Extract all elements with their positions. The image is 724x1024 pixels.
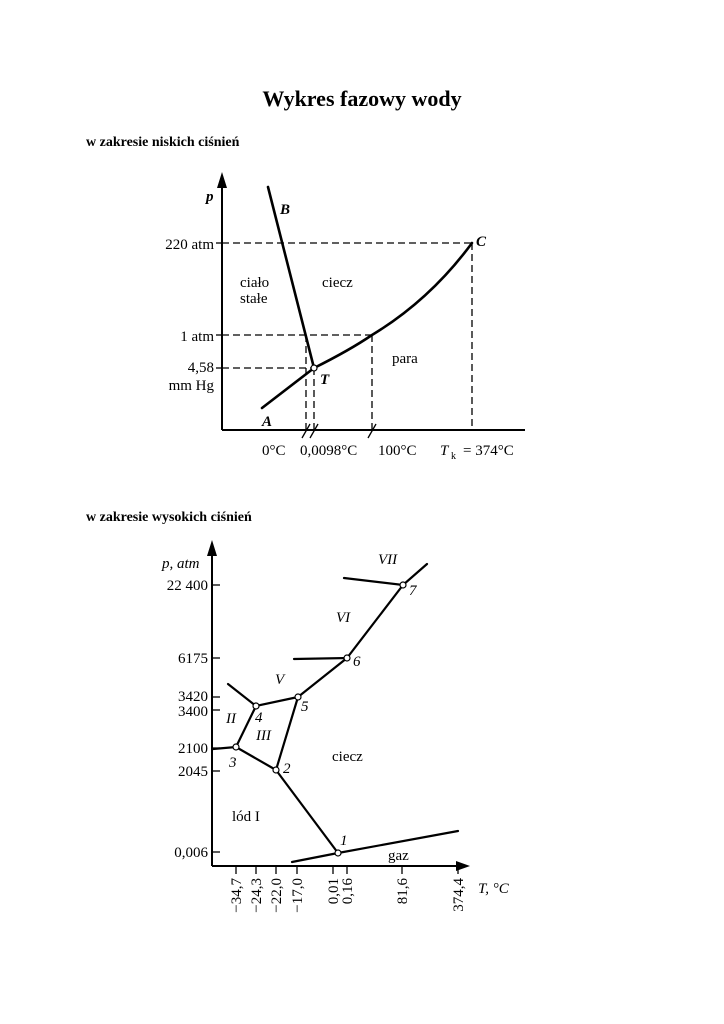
high-xtick-81-6: 81,6 <box>395 878 411 905</box>
low-label-c: C <box>476 234 487 250</box>
low-xtick-tk: T <box>440 443 449 459</box>
low-region-solid-2: stałe <box>240 291 268 307</box>
high-pressure-diagram <box>161 540 510 913</box>
low-region-vapor: para <box>392 351 418 367</box>
low-y-axis-arrow <box>217 172 227 188</box>
low-label-a: A <box>262 414 273 430</box>
low-xtick-triple: 0,0098°C <box>300 443 358 459</box>
high-boundary-ii-iii <box>236 706 256 747</box>
low-xtick-tk-sub: k <box>451 451 456 462</box>
high-ytick-0006: 0,006 <box>174 845 208 861</box>
low-melting-curve <box>268 187 314 368</box>
high-ytick-3420: 3420 <box>178 689 208 705</box>
low-vaporization-curve <box>314 243 472 368</box>
high-region-liquid: ciecz <box>332 749 363 765</box>
high-x-axis-label: T, °C <box>478 881 509 897</box>
high-point-4 <box>253 703 259 709</box>
high-point-label-6: 6 <box>353 654 361 670</box>
low-y-axis-label: p <box>206 189 214 205</box>
low-ytick-1atm: 1 atm <box>180 329 214 345</box>
high-point-7 <box>400 582 406 588</box>
high-phase-vii: VII <box>378 552 398 568</box>
high-xtick-0-16: 0,16 <box>340 878 356 905</box>
high-phase-iii: III <box>256 728 271 744</box>
high-point-6 <box>344 655 350 661</box>
low-region-liquid: ciecz <box>322 275 353 291</box>
high-point-label-3: 3 <box>229 755 237 771</box>
high-phase-vi: VI <box>336 610 351 626</box>
low-ytick-458: 4,58 <box>187 360 214 376</box>
high-xtick-neg24-3: −24,3 <box>249 878 265 913</box>
high-y-ticks <box>212 585 220 852</box>
high-region-gas: gaz <box>388 848 409 864</box>
high-point-label-2: 2 <box>283 761 291 777</box>
high-point-3 <box>233 744 239 750</box>
page-title: Wykres fazowy wody <box>262 86 462 111</box>
low-pressure-heading: w zakresie niskich ciśnień <box>86 135 240 150</box>
high-point-label-7: 7 <box>409 583 417 599</box>
high-xtick-neg34-7: −34,7 <box>229 878 245 913</box>
high-phase-ice-i: lód I <box>232 809 260 825</box>
high-boundary-gas <box>292 831 458 862</box>
high-ytick-2045: 2045 <box>178 764 208 780</box>
high-point-2 <box>273 767 279 773</box>
high-point-label-4: 4 <box>255 710 263 726</box>
high-phase-ii: II <box>226 711 236 727</box>
high-ytick-2100: 2100 <box>178 741 208 757</box>
high-point-1 <box>335 850 341 856</box>
low-xtick-0c: 0°C <box>262 443 286 459</box>
low-label-b: B <box>280 202 291 218</box>
high-point-label-1: 1 <box>340 833 348 849</box>
high-boundary-v-ii <box>228 684 298 706</box>
low-region-solid-1: ciało <box>240 275 270 291</box>
high-xtick-374-4: 374,4 <box>451 878 467 912</box>
high-point-label-5: 5 <box>301 699 309 715</box>
high-boundary-ii-i <box>213 747 276 770</box>
low-ytick-mmhg: mm Hg <box>168 378 214 394</box>
high-ytick-3400: 3400 <box>178 704 208 720</box>
high-boundary-iii-liquid <box>276 697 298 770</box>
high-boundary-vi-liquid <box>347 585 403 658</box>
high-y-axis-arrow <box>207 540 217 556</box>
high-y-axis-label: p, atm <box>162 556 200 572</box>
low-triple-point <box>311 365 317 371</box>
high-xtick-neg22-0: −22,0 <box>269 878 285 913</box>
high-x-ticks <box>236 866 458 874</box>
high-xtick-0-01: 0,01 <box>326 878 342 905</box>
low-label-t: T <box>320 372 330 388</box>
high-pressure-heading: w zakresie wysokich ciśnień <box>86 510 252 525</box>
high-phase-v: V <box>275 672 285 688</box>
low-ytick-220atm: 220 atm <box>165 237 214 253</box>
low-xtick-374: = 374°C <box>463 443 514 459</box>
low-xtick-100c: 100°C <box>378 443 417 459</box>
high-boundary-vi-v <box>294 658 347 697</box>
high-ytick-22400: 22 400 <box>166 578 208 594</box>
high-ytick-6175: 6175 <box>178 651 208 667</box>
low-pressure-diagram <box>165 172 525 462</box>
high-boundary-i-liquid <box>276 770 338 853</box>
high-xtick-neg17-0: −17,0 <box>290 878 306 913</box>
